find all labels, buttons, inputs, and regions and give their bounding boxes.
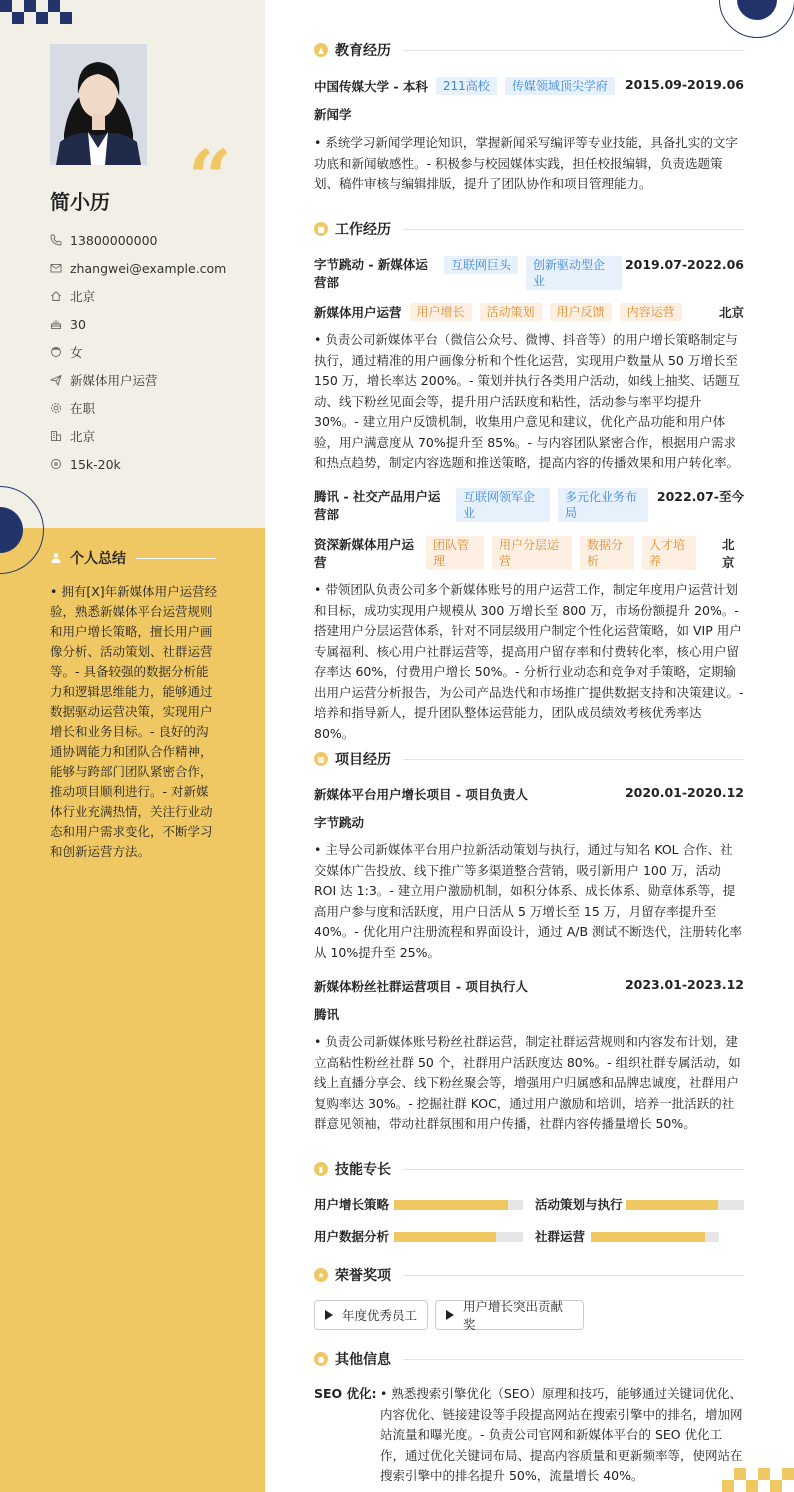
- education-date: 2015.09-2019.06: [624, 77, 744, 92]
- gender-row: [50, 338, 226, 366]
- work-description: • 负责公司新媒体平台（微信公众号、微博、抖音等）的用户增长策略制定与执行，通过精准的用户画像分析和个性化运营，实现用户数量从 50 万增长至 150 万，增长率达 200%。- 策划并执行各类用户活动，如线上抽奖、话题互动、线下粉丝见面会等，提升用户活跃度和粘性，活动参与率平均提升 30%。- 建立用户反馈机制，收集用户意见和建议，优化产品功能和用户体验，用户满意度从 70%提升至 85%。- 与内容团队紧密合作，根据用户需求和热点趋势，制定内容选题和推送策略，提高内容的传播效果和用户转化率。: [314, 332, 741, 470]
- gear-icon: [50, 402, 62, 414]
- sidebar: [0, 0, 265, 1492]
- award-item: [314, 1300, 428, 1330]
- age-row: [50, 310, 226, 338]
- email-text: zhangwei@example.com: [70, 260, 227, 276]
- education-description: • 系统学习新闻学理论知识，掌握新闻采写编评等专业技能，具备扎实的文字功底和新闻敏感性。- 积极参与校园媒体实践，担任校报编辑，负责选题策划、稿件审核与编辑排版，提升了团队协作和项目管理能力。: [314, 135, 738, 191]
- home-icon: [50, 290, 62, 302]
- project-title: 新媒体平台用户增长项目 - 项目负责人: [314, 787, 528, 802]
- company-tag: 创新驱动型企业: [526, 256, 622, 290]
- skill-bar: [394, 1232, 523, 1242]
- role-name: 资深新媒体用户运营: [314, 537, 415, 570]
- company-tag: 互联网巨头: [444, 256, 518, 274]
- major: 新闻学: [314, 107, 352, 122]
- checker-decoration-bottom: [722, 1468, 794, 1492]
- briefcase-icon: ■: [314, 222, 328, 236]
- work-description: • 带领团队负责公司多个新媒体账号的用户运营工作，制定年度用户运营计划和目标，成功实现用户规模从 300 万增长至 800 万，市场份额提升 20%。- 搭建用户分层运营体系，针对不同层级用户制定个性化运营策略，如 VIP 用户专属福利、核心用户社群运营等，提高用户留存率和付费转化率，核心用户留存率达 60%，付费用户增长 50%。- 分析行业动态和竞争对手策略，定期输出用户运营分析报告，为公司产品迭代和市场推广提供数据支持和决策建议。- 培养和指导新人，提升团队整体运营能力，团队成员绩效考核优秀率达 80%。: [314, 582, 744, 741]
- salary-row: [50, 450, 226, 478]
- work-date: 2022.07-至今: [656, 489, 744, 504]
- role-tag: 活动策划: [480, 303, 542, 321]
- skills-title: 技能专长: [335, 1162, 391, 1178]
- award-label: 用户增长突出贡献奖: [463, 1299, 564, 1332]
- grid-icon: ▦: [314, 752, 328, 766]
- trophy-icon: ★: [314, 1268, 328, 1282]
- candidate-name: 简小历: [50, 190, 110, 214]
- salary-text: 15k-20k: [70, 456, 121, 472]
- role-tag: 团队管理: [426, 536, 484, 570]
- company-tag: 多元化业务布局: [558, 488, 648, 522]
- awards-title: 荣誉奖项: [335, 1268, 391, 1284]
- work-role-row: [314, 536, 744, 572]
- summary-divider: [136, 558, 216, 559]
- phone-row: [50, 226, 226, 254]
- project-date: 2023.01-2023.12: [624, 977, 744, 992]
- send-icon: [50, 374, 62, 386]
- building-icon: [50, 430, 62, 442]
- skills-row: [314, 1226, 744, 1246]
- location-row: [50, 282, 226, 310]
- coin-icon: [50, 458, 62, 470]
- other-row: [314, 1384, 744, 1487]
- work-company-row: [314, 256, 744, 292]
- chart-icon: ▮: [314, 1162, 328, 1176]
- project-row: [314, 785, 744, 803]
- quote-mark: “: [188, 133, 232, 222]
- other-label: SEO 优化:: [314, 1386, 377, 1401]
- project-org: 字节跳动: [314, 815, 365, 830]
- gender-icon: [50, 346, 62, 358]
- award-label: 年度优秀员工: [342, 1308, 418, 1323]
- job-target-text: 新媒体用户运营: [70, 373, 158, 388]
- role-tag: 用户分层运营: [492, 536, 572, 570]
- skill-name: 用户增长策略: [314, 1197, 390, 1212]
- role-city: 北京: [718, 305, 744, 320]
- contact-info: [50, 226, 226, 478]
- role-tag: 用户增长: [410, 303, 472, 321]
- skill-name: 活动策划与执行: [535, 1197, 623, 1212]
- project-description: • 负责公司新媒体账号粉丝社群运营，制定社群运营规则和内容发布计划，建立高粘性粉丝社群 50 个，社群用户活跃度达 80%。- 组织社群专属活动，如线上直播分享会、线下粉丝聚会等，增强用户归属感和品牌忠诚度，社群用户复购率达 30%。- 挖掘社群 KOC，通过用户激励和培训，培养一批活跃的社群意见领袖，带动社群氛围和用户传播，社群内容传播量增长 50%。: [314, 1034, 741, 1131]
- project-title: 新媒体粉丝社群运营项目 - 项目执行人: [314, 979, 528, 994]
- project-org-row: [314, 1005, 744, 1023]
- education-heading: [314, 40, 744, 60]
- person-icon: [50, 552, 62, 564]
- project-date: 2020.01-2020.12: [624, 785, 744, 800]
- project-description: • 主导公司新媒体平台用户拉新活动策划与执行，通过与知名 KOL 合作、社交媒体广告投放、线下推广等多渠道整合营销，吸引新用户 100 万，活动 ROI 达 1:3。- 建立用户激励机制，如积分体系、成长体系、勋章体系等，提高用户参与度和活跃度，用户日活从 5 万增长至 15 万，月留存率提升至 40%。- 优化用户注册流程和界面设计，通过 A/B 测试不断迭代，注册转化率从 10%提升至 25%。: [314, 842, 743, 960]
- major-row: [314, 105, 744, 123]
- profile-photo: [50, 44, 147, 165]
- company-name: 腾讯 - 社交产品用户运营部: [314, 489, 441, 522]
- skill-bar: [394, 1200, 523, 1210]
- award-item: [435, 1300, 584, 1330]
- role-name: 新媒体用户运营: [314, 305, 402, 320]
- summary-heading: [50, 548, 216, 568]
- email-icon: [50, 262, 62, 274]
- work-company-row: [314, 488, 744, 524]
- school-tag: 211高校: [436, 77, 497, 95]
- project-org: 腾讯: [314, 1007, 340, 1022]
- circle-decoration-top: [719, 0, 794, 38]
- skill-name: 社群运营: [535, 1229, 586, 1244]
- company-tag: 互联网领军企业: [456, 488, 550, 522]
- summary-text: • 拥有[X]年新媒体用户运营经验，熟悉新媒体平台运营规则和用户增长策略，擅长用户画像分析、活动策划、社群运营等。- 具备较强的数据分析能力和逻辑思维能力，能够通过数据驱动运营决策，实现用户增长和业务目标。- 良好的沟通协调能力和团队合作精神，能够与跨部门团队紧密合作，推动项目顺利进行。- 对新媒体行业充满热情，关注行业动态和用户需求变化，不断学习和创新运营方法。: [50, 584, 218, 859]
- skills-row: [314, 1194, 744, 1214]
- skills-heading: [314, 1159, 744, 1179]
- projects-title: 项目经历: [335, 752, 391, 768]
- location-text: 北京: [70, 289, 96, 304]
- email-row: [50, 254, 226, 282]
- job-target-row: [50, 366, 226, 394]
- education-row: [314, 77, 744, 95]
- work-date: 2019.07-2022.06: [624, 257, 744, 272]
- skill-name: 用户数据分析: [314, 1229, 390, 1244]
- work-role-row: [314, 303, 744, 321]
- age-text: 30: [70, 316, 86, 332]
- phone-icon: [50, 234, 62, 246]
- role-tag: 内容运营: [620, 303, 682, 321]
- gender-text: 女: [70, 345, 83, 360]
- status-row: [50, 394, 226, 422]
- company-name: 字节跳动 - 新媒体运营部: [314, 257, 428, 290]
- projects-heading: [314, 749, 744, 769]
- skill-bar: [626, 1200, 744, 1210]
- status-text: 在职: [70, 401, 96, 416]
- work-heading: [314, 219, 744, 239]
- work-title: 工作经历: [335, 222, 391, 238]
- city-row: [50, 422, 226, 450]
- project-org-row: [314, 813, 744, 831]
- skill-bar: [591, 1232, 719, 1242]
- info-icon: ●: [314, 1352, 328, 1366]
- awards-heading: [314, 1265, 744, 1285]
- cake-icon: [50, 318, 62, 330]
- other-text: • 熟悉搜索引擎优化（SEO）原理和技巧，能够通过关键词优化、内容优化、链接建设等手段提高网站在搜索引擎中的排名，增加网站流量和曝光度。- 负责公司官网和新媒体平台的 SEO 优化工作，通过优化关键词布局、提高内容质量和更新频率等，使网站在搜索引擎中的排名提升 50%，流量增长 40%。: [380, 1386, 743, 1483]
- role-tag: 数据分析: [580, 536, 634, 570]
- education-title: 教育经历: [335, 43, 391, 59]
- phone-text: 13800000000: [70, 232, 158, 248]
- graduation-cap-icon: ▲: [314, 43, 328, 57]
- role-tag: 人才培养: [642, 536, 696, 570]
- role-city: 北京: [722, 537, 735, 570]
- play-icon: [446, 1310, 454, 1320]
- checker-decoration: [0, 0, 76, 24]
- play-icon: [325, 1310, 333, 1320]
- school-tag: 传媒领域顶尖学府: [505, 77, 615, 95]
- project-row: [314, 977, 744, 995]
- role-tag: 用户反馈: [550, 303, 612, 321]
- other-heading: [314, 1349, 744, 1369]
- school-name: 中国传媒大学 - 本科: [314, 79, 428, 94]
- other-title: 其他信息: [335, 1352, 391, 1368]
- city-text: 北京: [70, 429, 96, 444]
- summary-title: 个人总结: [70, 551, 126, 567]
